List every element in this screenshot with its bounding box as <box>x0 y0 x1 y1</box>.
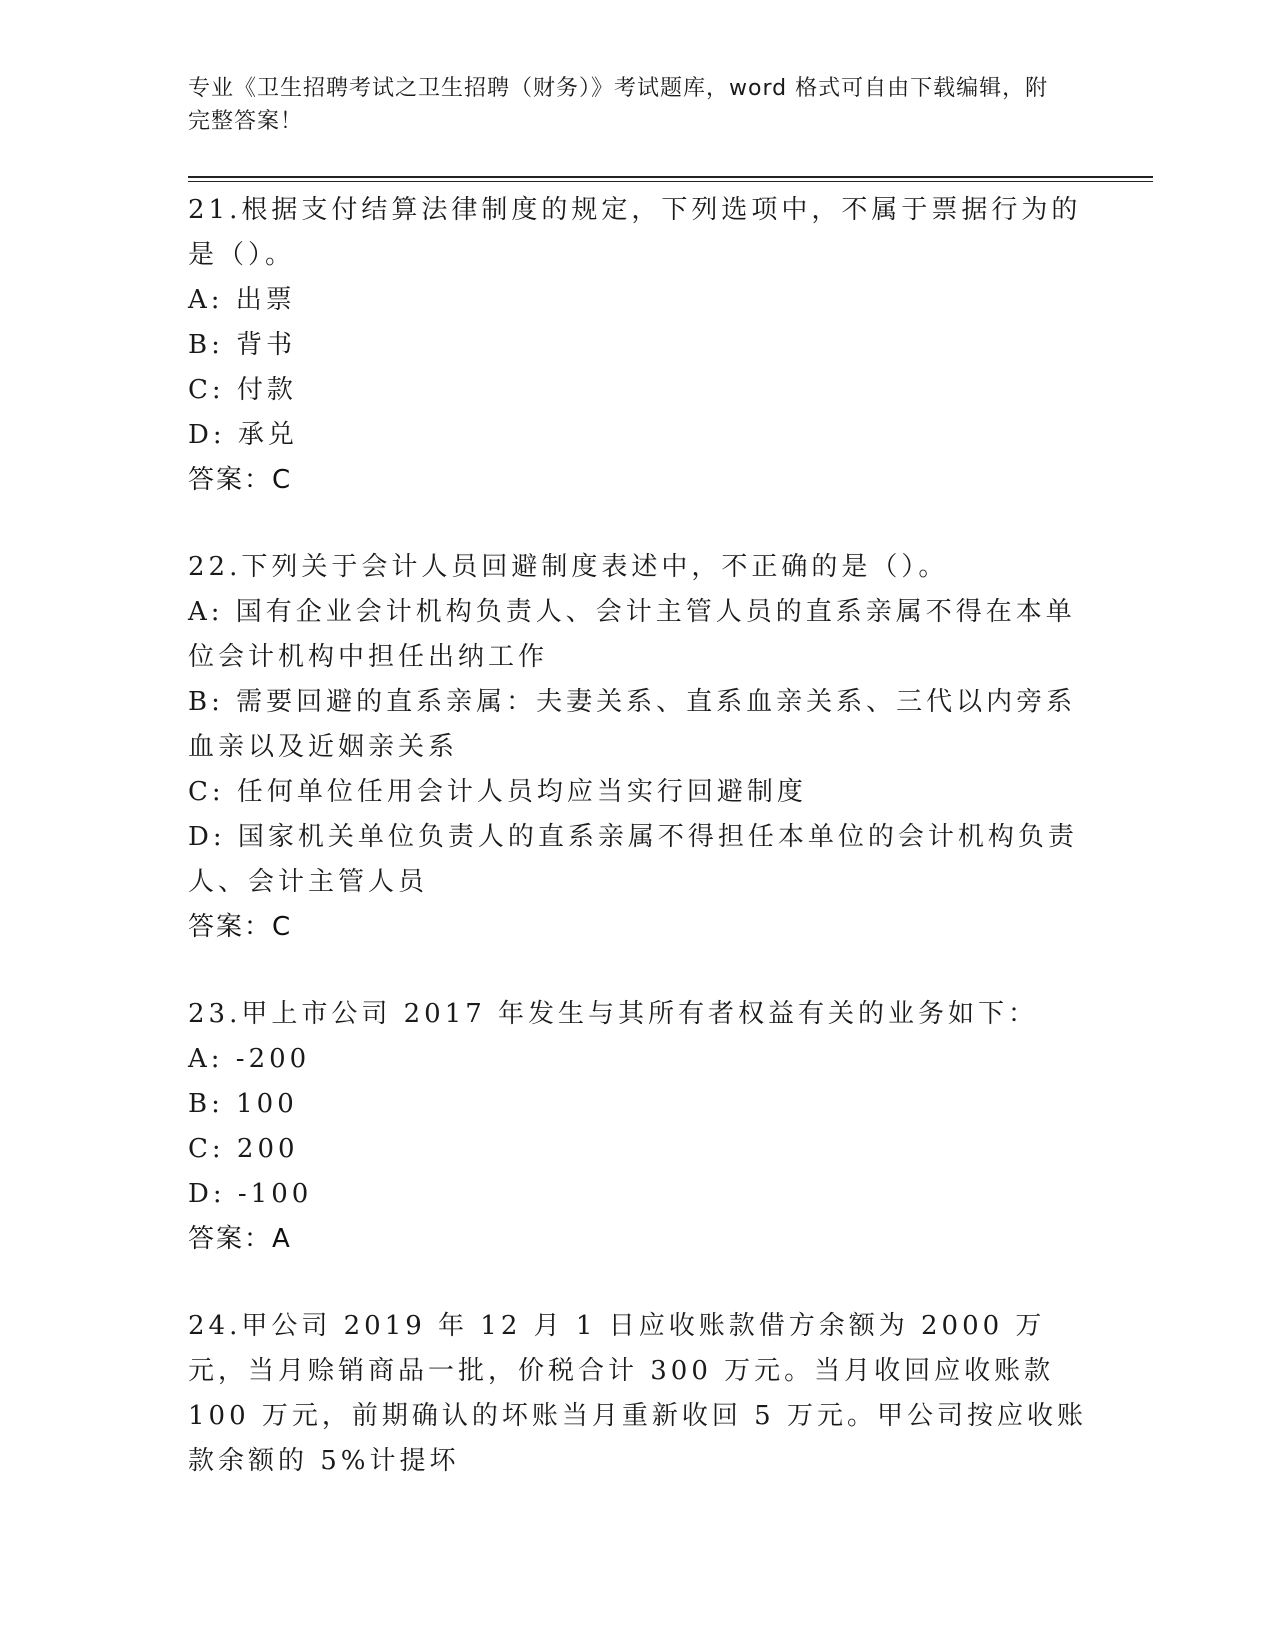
option-b: B: 需要回避的直系亲属：夫妻关系、直系血亲关系、三代以内旁系血亲以及近姻亲关系 <box>188 687 1077 762</box>
question-21 <box>188 188 1088 503</box>
document-header: 专业《卫生招聘考试之卫生招聘（财务）》考试题库，word 格式可自由下载编辑，附完整答案！ <box>188 76 1049 134</box>
option-d: D: 承兑 <box>188 420 298 450</box>
option-b: B: 100 <box>188 1089 298 1119</box>
header-divider-thin <box>188 181 1153 182</box>
option-d: D: 国家机关单位负责人的直系亲属不得担任本单位的会计机构负责人、会计主管人员 <box>188 822 1078 897</box>
answer: 答案：C <box>188 465 293 495</box>
option-c: C: 200 <box>188 1134 299 1164</box>
option-b: B: 背书 <box>188 330 297 360</box>
question-stem: 22.下列关于会计人员回避制度表述中，不正确的是（）。 <box>188 552 949 582</box>
option-a: A: 国有企业会计机构负责人、会计主管人员的直系亲属不得在本单位会计机构中担任出纳工作 <box>188 597 1076 672</box>
question-23 <box>188 992 1088 1262</box>
question-22 <box>188 545 1088 950</box>
header-divider-thick <box>188 176 1153 178</box>
spacer <box>188 950 1088 992</box>
spacer <box>188 503 1088 545</box>
option-a: A: 出票 <box>188 285 296 315</box>
option-a: A: -200 <box>188 1044 311 1074</box>
spacer <box>188 1262 1088 1304</box>
question-stem: 24.甲公司 2019 年 12 月 1 日应收账款借方余额为 2000 万元，当月赊销商品一批，价税合计 300 万元。当月收回应收账款 100 万元，前期确认的坏账当月重新收回 5 万元。甲公司按应收账款余额的 5%计提坏 <box>188 1311 1087 1476</box>
question-stem: 23.甲上市公司 2017 年发生与其所有者权益有关的业务如下： <box>188 999 1039 1029</box>
question-list <box>188 188 1088 1484</box>
option-c: C: 任何单位任用会计人员均应当实行回避制度 <box>188 777 807 807</box>
answer: 答案：A <box>188 1224 292 1254</box>
option-d: D: -100 <box>188 1179 313 1209</box>
question-24 <box>188 1304 1088 1484</box>
answer: 答案：C <box>188 912 293 942</box>
question-stem: 21.根据支付结算法律制度的规定，下列选项中，不属于票据行为的是（）。 <box>188 195 1082 270</box>
option-c: C: 付款 <box>188 375 297 405</box>
